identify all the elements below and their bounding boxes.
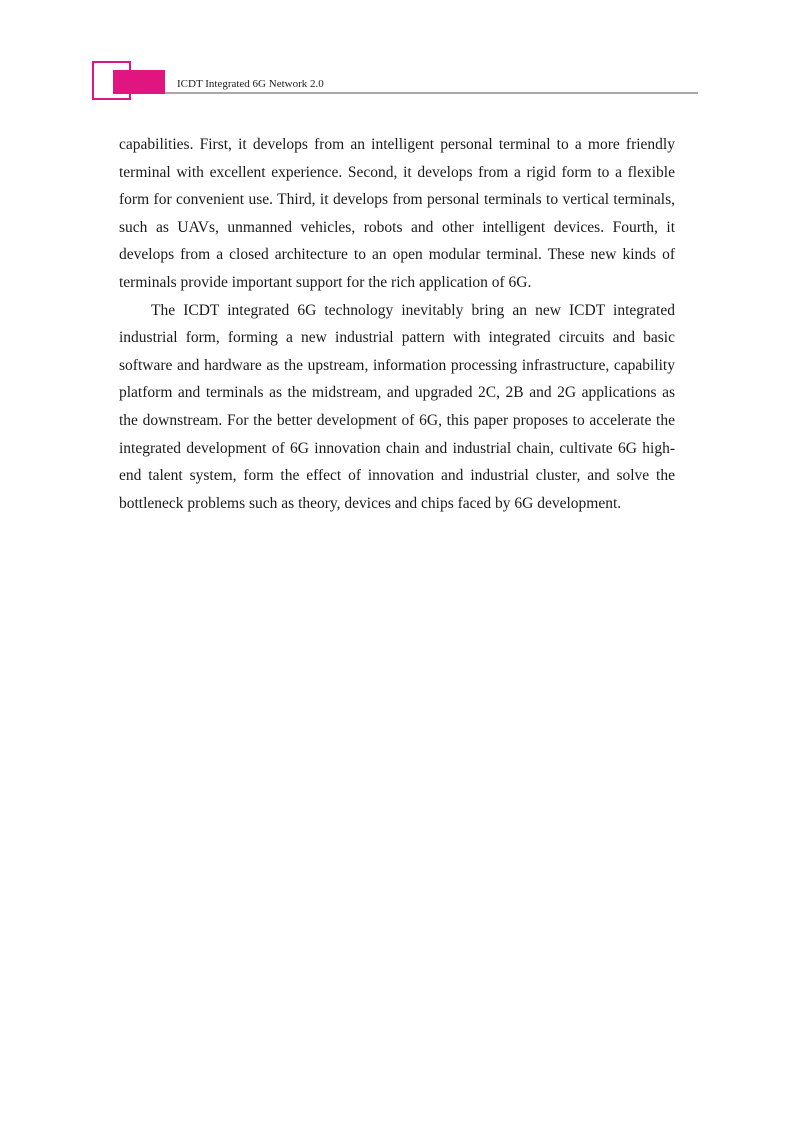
- body-text: [119, 131, 675, 517]
- paragraph-2: The ICDT integrated 6G technology inevitably bring an new ICDT integrated industrial form, forming a new industrial pattern with integrated circuits and basic software and hardware as the upstream, information processing infrastructure, capability platform and terminals as the midstream, and upgraded 2C, 2B and 2G applications as the downstream. For the better development of 6G, this paper proposes to accelerate the integrated development of 6G innovation chain and industrial chain, cultivate 6G high-end talent system, form the effect of innovation and industrial cluster, and solve the bottleneck problems such as theory, devices and chips faced by 6G development.: [119, 301, 675, 512]
- paragraph-1: capabilities. First, it develops from an intelligent personal terminal to a more friendly terminal with excellent experience. Second, it develops from a rigid form to a flexible form for convenient use. Third, it develops from personal terminals to vertical terminals, such as UAVs, unmanned vehicles, robots and other intelligent devices. Fourth, it develops from a closed architecture to an open modular terminal. These new kinds of terminals provide important support for the rich application of 6G.: [119, 136, 675, 291]
- header-title: ICDT Integrated 6G Network 2.0: [177, 78, 324, 90]
- header-rule: [165, 92, 698, 94]
- header-logo-block: [113, 70, 165, 94]
